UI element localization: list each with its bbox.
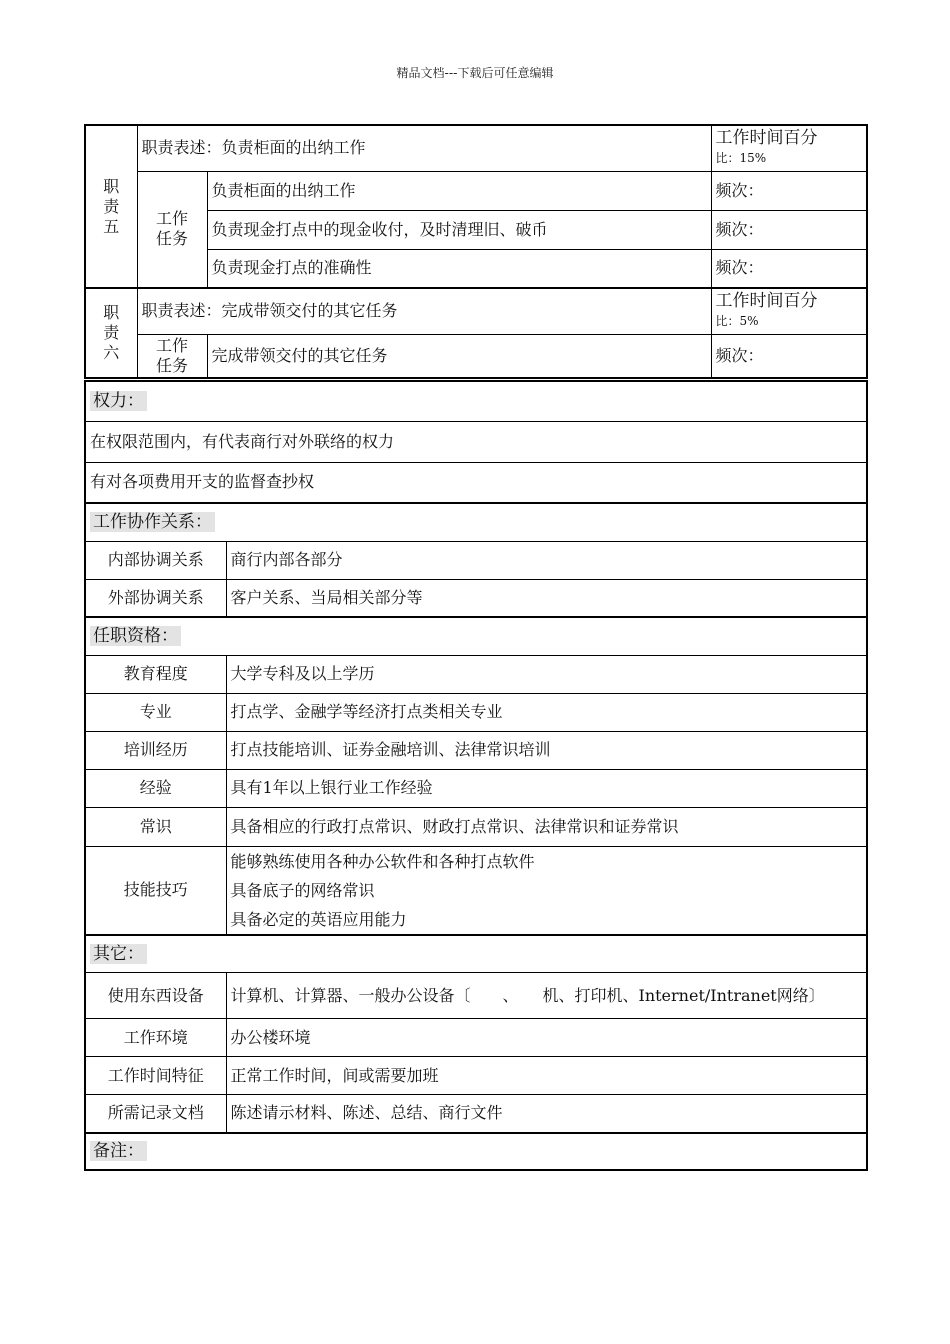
skill-item: 具备必定的英语应用能力 — [230, 909, 407, 929]
duty5-freq: 频次： — [711, 171, 867, 210]
duty5-freq: 频次： — [711, 249, 867, 288]
duty5-task: 负责柜面的出纳工作 — [207, 171, 711, 210]
qual-row-label: 经验 — [85, 769, 226, 807]
page-header: 精品文档---下载后可任意编辑 — [396, 66, 554, 80]
other-row-label: 使用东西设备 — [85, 973, 226, 1019]
duty6-pct-label: 工作时间百分 — [715, 291, 818, 312]
duty6-task-label: 工作 任务 — [137, 334, 207, 378]
other-row-value: 陈述请示材料、陈述、总结、商行文件 — [226, 1095, 867, 1133]
skills-label: 技能技巧 — [85, 846, 226, 935]
collab-row-value: 商行内部各部分 — [226, 541, 867, 579]
other-row-label: 所需记录文档 — [85, 1095, 226, 1133]
power-section-title — [85, 381, 867, 421]
other-section-title — [85, 935, 867, 973]
duty6-time-percent — [711, 288, 867, 334]
skill-item: 具备底子的网络常识 — [230, 880, 375, 900]
duty6-task: 完成带领交付的其它任务 — [207, 334, 711, 378]
duty5-label: 职 责 五 — [85, 125, 137, 288]
power-item: 有对各项费用开支的监督查抄权 — [85, 462, 867, 503]
duty5-task: 负责现金打点中的现金收付，及时清理旧、破币 — [207, 210, 711, 249]
other-row-value: 办公楼环境 — [226, 1019, 867, 1057]
qual-row-label: 教育程度 — [85, 655, 226, 693]
collab-row-value: 客户关系、当局相关部分等 — [226, 579, 867, 617]
remarks-section-title — [85, 1133, 867, 1170]
qual-section-title — [85, 617, 867, 655]
qual-row-value: 打点技能培训、证券金融培训、法律常识培训 — [226, 731, 867, 769]
other-title: 其它： — [90, 944, 147, 964]
duty5-freq: 频次： — [711, 210, 867, 249]
collab-row-label: 外部协调关系 — [85, 579, 226, 617]
duty5-task-label: 工作 任务 — [137, 171, 207, 288]
collab-title: 工作协作关系： — [90, 512, 215, 532]
qual-row-value: 具备相应的行政打点常识、财政打点常识、法律常识和证券常识 — [226, 807, 867, 846]
power-item: 在权限范围内，有代表商行对外联络的权力 — [85, 421, 867, 462]
skill-item: 能够熟练使用各种办公软件和各种打点软件 — [230, 851, 535, 871]
qual-row-value: 打点学、金融学等经济打点类相关专业 — [226, 693, 867, 731]
duty5-pct-label: 工作时间百分 — [715, 128, 818, 149]
other-row-value: 正常工作时间，间或需要加班 — [226, 1057, 867, 1095]
power-title: 权力： — [90, 391, 147, 411]
qual-row-label: 培训经历 — [85, 731, 226, 769]
duty6-pct-value: 比：5% — [715, 314, 759, 329]
duties-table — [84, 124, 868, 379]
duty5-time-percent — [711, 125, 867, 171]
other-row-label: 工作环境 — [85, 1019, 226, 1057]
duty6-label: 职 责 六 — [85, 288, 137, 378]
duty6-description: 职责表述：完成带领交付的其它任务 — [137, 288, 711, 334]
qual-row-value: 具有1年以上银行业工作经验 — [226, 769, 867, 807]
requirements-table — [84, 380, 868, 1171]
collab-section-title — [85, 503, 867, 541]
collab-row-label: 内部协调关系 — [85, 541, 226, 579]
other-row-value: 计算机、计算器、一般办公设备〔 、 机、打印机、Internet/Intranet网络〕 — [226, 973, 867, 1019]
qual-row-label: 常识 — [85, 807, 226, 846]
skills-list — [226, 846, 867, 935]
duty5-task: 负责现金打点的准确性 — [207, 249, 711, 288]
qual-row-label: 专业 — [85, 693, 226, 731]
duty6-freq: 频次： — [711, 334, 867, 378]
duty5-pct-value: 比：15% — [715, 151, 767, 166]
qual-title: 任职资格： — [90, 626, 181, 646]
qual-row-value: 大学专科及以上学历 — [226, 655, 867, 693]
other-row-label: 工作时间特征 — [85, 1057, 226, 1095]
remarks-title: 备注： — [90, 1141, 147, 1161]
duty5-description: 职责表述：负责柜面的出纳工作 — [137, 125, 711, 171]
